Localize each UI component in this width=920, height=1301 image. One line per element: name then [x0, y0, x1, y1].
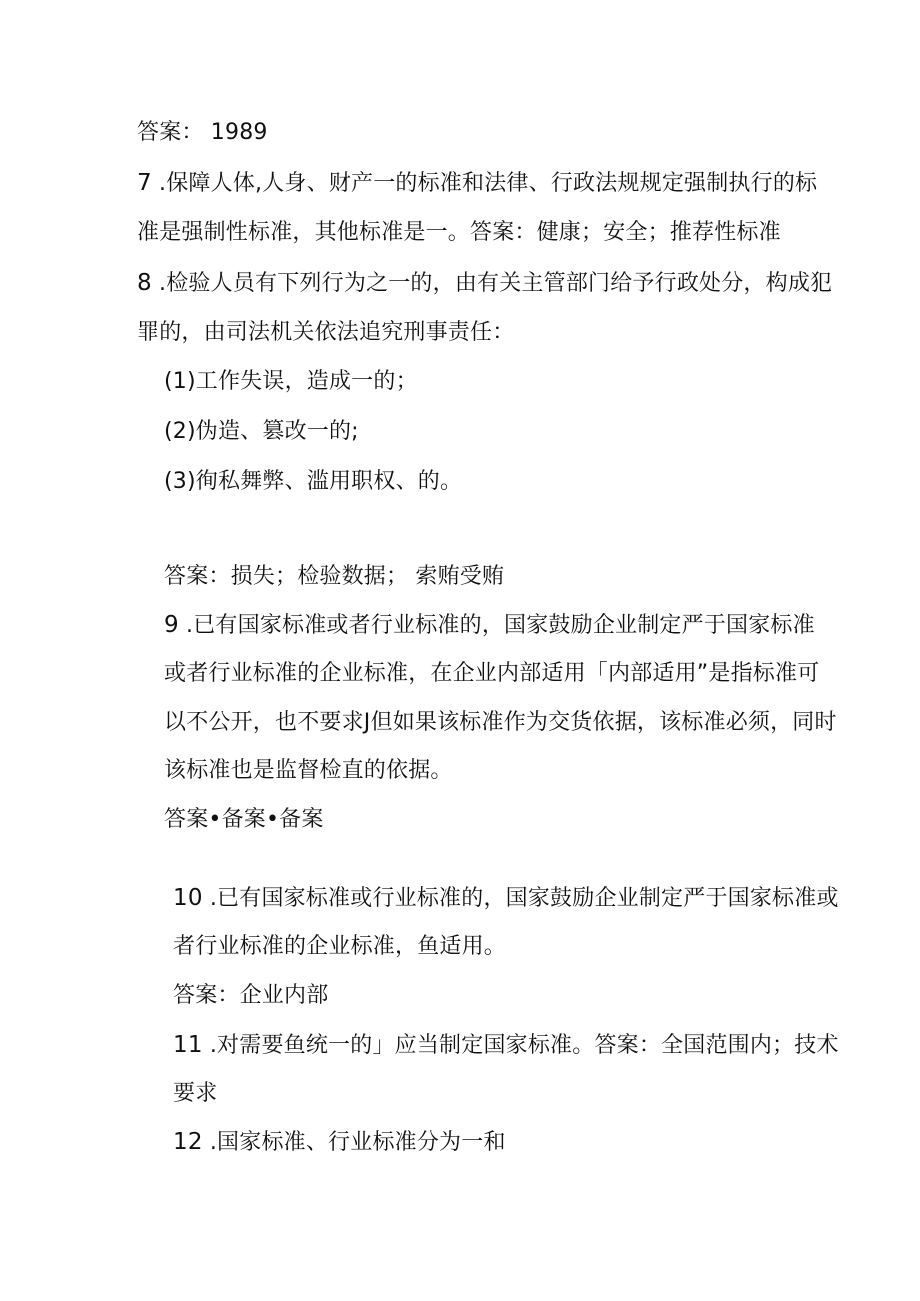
question-8-answer: 答案：损失；检验数据； 索贿受贿: [164, 564, 505, 589]
question-10-line-2: 者行业标准的企业标准，鱼适用。: [173, 934, 507, 959]
question-number: 12: [173, 1129, 203, 1155]
question-8-line-2: 罪的，由司法机关依法追究刑事责任：: [137, 320, 515, 345]
question-8-item-1: (1)工作失误，造成一的；: [164, 369, 418, 394]
question-12-line-1: 12 .国家标准、行业标准分为一和: [173, 1129, 506, 1155]
question-number: 8: [137, 270, 152, 296]
question-9-line-3: 以不公开，也不要求J但如果该标准作为交货依据，该标准必须，同时: [164, 710, 837, 735]
question-9-line-4: 该标准也是监督检直的依据。: [164, 758, 453, 783]
question-8-item-2: (2)伪造、篡改一的;: [164, 419, 359, 444]
question-10-answer: 答案：企业内部: [173, 983, 329, 1008]
question-9-line-2: 或者行业标准的企业标准，在企业内部适用「内部适用”是指标准可: [164, 661, 820, 686]
question-11-line-2: 要求: [173, 1081, 218, 1106]
question-8-item-3: (3)徇私舞弊、滥用职权、的。: [164, 469, 463, 494]
question-9-answer: 答案•备案•备案: [164, 807, 324, 832]
question-7-line-2: 准是强制性标准，其他标准是一。答案：健康；安全；推荐性标准: [137, 220, 781, 245]
question-number: 10: [173, 885, 203, 911]
question-number: 11: [173, 1032, 203, 1058]
question-8-line-1: 8 .检验人员有下列行为之一的，由有关主管部门给予行政处分，构成犯: [137, 270, 833, 296]
question-number: 7: [137, 170, 152, 196]
question-number: 9: [164, 612, 179, 638]
question-11-line-1: 11 .对需要鱼统一的」应当制定国家标准。答案：全国范围内；技术: [173, 1032, 839, 1058]
text-line: 答案： 1989: [137, 120, 268, 145]
question-7-line-1: 7 .保障人体,人身、财产一的标准和法律、行政法规规定强制执行的标: [137, 170, 818, 196]
question-10-line-1: 10 .已有国家标准或行业标准的，国家鼓励企业制定严于国家标准或: [173, 885, 839, 911]
question-9-line-1: 9 .已有国家标准或者行业标准的，国家鼓励企业制定严于国家标准: [164, 612, 815, 638]
